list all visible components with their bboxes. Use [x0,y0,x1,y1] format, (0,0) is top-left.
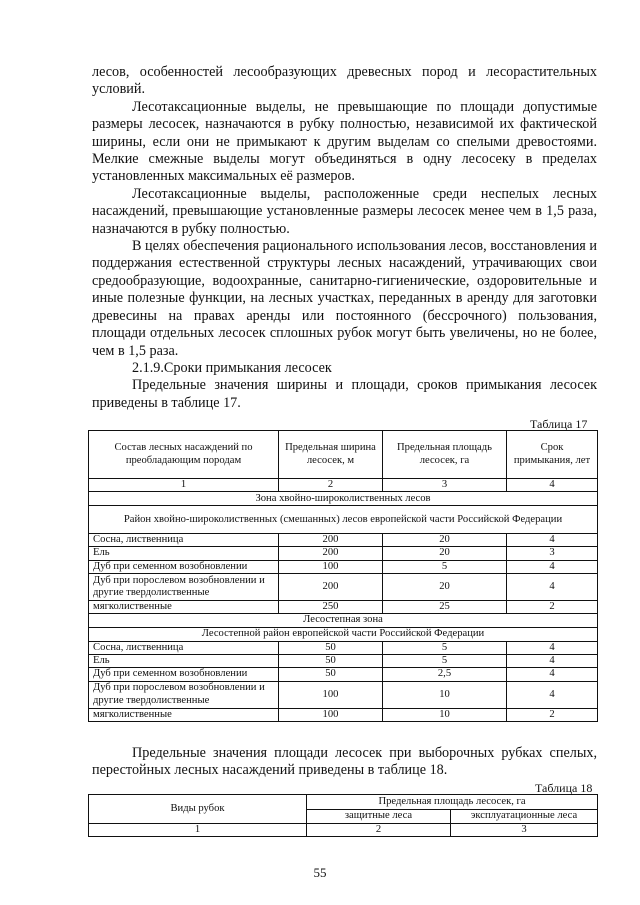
table18-caption: Таблица 18 [535,781,593,795]
paragraph: Предельные значения ширины и площади, сроков примыкания лесосек приведены в таблице 17. [92,377,597,411]
species-cell: Дуб при порослевом возобновлении и другие твердолиственные [89,573,279,600]
species-cell: Ель [89,655,279,668]
species-cell: Дуб при порослевом возобновлении и другие твердолиственные [89,681,279,708]
area-cell: 5 [383,642,507,655]
species-cell: Сосна, лиственница [89,642,279,655]
number-cell: 4 [507,479,598,492]
paragraph: В целях обеспечения рационального использования лесов, восстановления и поддержания естественной структуры лесных насаждений, утрачивающих свои средообразующие, водоохранные, санитарно-гигиенические, оздоровительные и иные полезные функции, на лесных участках, переданных в аренду для заготовки древесины на правах аренды или постоянного (бессрочного) пользования, площади отдельных лесосек сплошных рубок могут быть увеличены, но не более, чем в 1,5 раза. [92,238,597,359]
term-cell: 4 [507,560,598,573]
width-cell: 50 [279,668,383,681]
width-cell: 250 [279,600,383,613]
table-17 [88,430,598,722]
term-cell: 2 [507,708,598,721]
area-cell: 25 [383,600,507,613]
number-cell: 2 [307,824,451,837]
species-cell: Ель [89,547,279,560]
header-cell: Предельная площадь лесосек, га [307,795,598,810]
table-18 [88,794,598,837]
area-cell: 10 [383,681,507,708]
header-cell: Предельная ширина лесосек, м [279,431,383,479]
area-cell: 20 [383,573,507,600]
header-cell: защитные леса [307,810,451,824]
width-cell: 200 [279,573,383,600]
header-cell: Предельная площадь лесосек, га [383,431,507,479]
table-row [89,642,598,655]
number-cell: 3 [451,824,598,837]
header-cell: эксплуатационные леса [451,810,598,824]
width-cell: 200 [279,547,383,560]
number-cell: 1 [89,479,279,492]
section-heading: 2.1.9.Сроки примыкания лесосек [132,359,332,376]
region-cell: Район хвойно-широколиственных (смешанных) лесов европейской части Российской Федерации [89,506,598,534]
zone-row [89,492,598,506]
area-cell: 5 [383,655,507,668]
term-cell: 4 [507,655,598,668]
area-cell: 10 [383,708,507,721]
number-cell: 1 [89,824,307,837]
species-cell: мягколиственные [89,708,279,721]
number-cell: 3 [383,479,507,492]
zone-row [89,614,598,628]
table-row [89,600,598,613]
table17-caption: Таблица 17 [530,417,588,431]
zone-cell: Лесостепная зона [89,614,598,628]
zone-cell: Зона хвойно-широколиственных лесов [89,492,598,506]
area-cell: 2,5 [383,668,507,681]
species-cell: мягколиственные [89,600,279,613]
table-row [89,547,598,560]
table-row [89,668,598,681]
table-row [89,573,598,600]
term-cell: 4 [507,534,598,547]
area-cell: 20 [383,534,507,547]
paragraph: Лесотаксационные выделы, расположенные среди неспелых лесных насаждений, превышающие установленные размеры лесосек менее чем в 1,5 раза, назначаются в рубку полностью. [92,185,597,237]
term-cell: 4 [507,573,598,600]
number-cell: 2 [279,479,383,492]
table-row [89,534,598,547]
paragraph: лесов, особенностей лесообразующих древесных пород и лесорастительных условий. [92,64,597,98]
region-cell: Лесостепной район европейской части Российской Федерации [89,628,598,642]
page-number: 55 [313,865,327,880]
table-header-row [89,431,598,479]
species-cell: Дуб при семенном возобновлении [89,668,279,681]
term-cell: 2 [507,600,598,613]
table-number-row [89,824,598,837]
paragraph-table18: Предельные значения площади лесосек при выборочных рубках спелых, перестойных лесных насаждений приведены в таблице 18. [92,745,597,779]
table-row [89,560,598,573]
width-cell: 50 [279,642,383,655]
term-cell: 3 [507,547,598,560]
table-number-row [89,479,598,492]
region-row [89,628,598,642]
width-cell: 200 [279,534,383,547]
width-cell: 100 [279,708,383,721]
term-cell: 4 [507,681,598,708]
table-row [89,681,598,708]
table-row [89,655,598,668]
term-cell: 4 [507,642,598,655]
species-cell: Дуб при семенном возобновлении [89,560,279,573]
area-cell: 5 [383,560,507,573]
width-cell: 50 [279,655,383,668]
table-row [89,708,598,721]
width-cell: 100 [279,560,383,573]
region-row [89,506,598,534]
header-cell: Состав лесных насаждений по преобладающим породам [89,431,279,479]
header-cell: Виды рубок [89,795,307,824]
area-cell: 20 [383,547,507,560]
paragraph: Лесотаксационные выделы, не превышающие по площади допустимые размеры лесосек, назначаются в рубку полностью, независимой их фактической ширины, если они не примыкают к другим выделам со спелыми древостоями. Мелкие смежные выделы могут объединяться в одну лесосеку в пределах установленных максимальных её размеров. [92,98,597,185]
species-cell: Сосна, лиственница [89,534,279,547]
width-cell: 100 [279,681,383,708]
header-cell: Срок примыкания, лет [507,431,598,479]
body-text [92,64,597,412]
term-cell: 4 [507,668,598,681]
table-header-row [89,795,598,810]
